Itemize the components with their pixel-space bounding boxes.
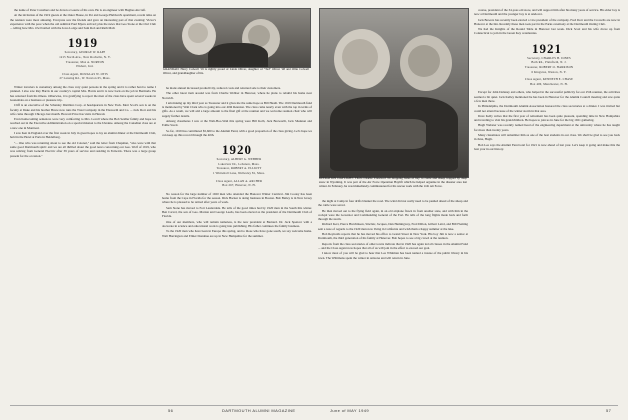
page-number-left: 56 [168, 408, 174, 413]
class-agent-address: Box 400, Manchester, N. H. [530, 81, 568, 86]
col4-body-1: In Philadelphia, the Dartmouth Alumni Association honored the class secretaries at a dinner. I was invited but could not attend because of the winter storm in that area. [474, 104, 620, 113]
col1-body-0: Winter travelers is customary among the class very quiet persons in the spring and it is rather hard to name I planned. I also saw Ray Harris in our country's capital Mrs. Harris and it is now back on the job in Bermuda. He has returned from his illness. Otherwise, it is gratifying to report the men of the class have spent several weeks in Guatemala on a business or pleasure trip. [10, 85, 156, 102]
column-4 [474, 8, 620, 400]
col2-body-top-1: The other latest item around was from Charlie Webber in Hanover, where he plans to rebuild his home near Norwich. [162, 91, 312, 100]
col3-body-0: the night at Camp in four drifts blanket the road. The wind did not really need to be pushed ahead of the sheep and the cattle were saved. [318, 199, 468, 208]
col1-body-3: I saw Ken in England over the first week in July in great hopes to lay an alumni dinner at the Dartmouth Club, held in the Hotel at Paris in Heidelberg. [10, 131, 156, 140]
class-agent-line: Class Agent, KENNETH E. CHASE [524, 77, 574, 82]
treasurer-address: Elkhart, Ind. [76, 64, 94, 69]
page-number-right: 57 [606, 408, 612, 413]
col4-body-3: Hugh Webster was recently named head of the engineering department at the university where he has taught for more than twenty years. [474, 123, 620, 132]
class-year-heading-1921: 1921 [532, 40, 562, 56]
col3-body-1: He then moved out to the flying field again, in an old airplane flown in from another state, and with him in the cockpit were the Governor and Commanding General of the Fort. He tells of the long flights made back and forth through the storm. [318, 208, 468, 222]
treasurer-line: Treasurer, ROBERT O. HARRISON [524, 64, 574, 69]
secretary-address: 1215 North Ave., New Rochelle, N. Y. [59, 55, 111, 60]
col4-body-top-2: We had the Knights of the Round Table in Hanover last week. Dick Scott and his wife drove up from Connecticut to join in the Green Key ceremonies. [474, 27, 620, 36]
column-3 [318, 199, 468, 400]
col4-body-0: Except for John Delaney and others, who helped in the successful publicity for our 25th reunion, the activities seemed a bit quiet. Jack Kelley mentioned he has been in Hanover for the Alumni Council meeting and saw quite a few men there. [474, 90, 620, 103]
grandad-photo-caption: GRANDAD: Harry Colwell '19 is rightly proud of Linda Oliver, daughter of "Ted" Oliver '48 and Ollie Colwell Oliver, and granddaughter of his. [163, 68, 309, 75]
col4-body-2: Dave Kelly writes that the first year of retirement has been quite pleasant, spending time in New Hampshire and traveling to visit his grandchildren. He hopes to join us in June for the big 1921 gathering. [474, 113, 620, 123]
grandad-photo [163, 8, 311, 68]
col2-body-top-2: I am making up my third year as Treasurer and it gives me the same hope as Bill Heath. The 1919 Dartmouth fund is mentioned by Walt Clark who is going into our 40th Reunion. The class came nearly even with the top in terms of gifts. As a result, we will add a large amount to the final gift at the reunion and we welcome reunion chair who will supply further details. [162, 100, 312, 118]
col4-body-top-0: course, president of the 34-year-old store, and will support him after his many years of service. His elder boy is now at Dartmouth and the younger boy is at Andover. [474, 8, 620, 17]
footer-rule [10, 405, 618, 406]
treasurer-line: Treasurer, Max A. NORTON [65, 59, 105, 64]
col1-body-4: "... One who was returning about to see the old Colonel," said the letter from Chapman, "also were with that same good Dartmouth spirit: and we are all thrilled about the good news concerning our Geo. Wolf of 1919, who was retiring from General Electric after 39 years of service and residing in Fenwick. There was a large group present for the occasion." [10, 140, 156, 158]
class-agent-line: Class Agent, ALLAN A. ARCHER [215, 178, 263, 183]
secretary-line: Secretary, CHARLES H. JONES [527, 55, 571, 60]
col3-body-4: Reports from the class secretaries of other towns indicate that in 1920 has again led all classes in the Alumni Fund ... and the Class Agent now hopes that all of us will join in the effort to exceed our goal. [318, 241, 468, 250]
issue-date: June of MAY 1949 [330, 408, 369, 413]
col1-intro-0: the name of Peter Carothers and be drawn a Gourte of his own. He is an engineer with Hughes Aircraft. [14, 8, 146, 12]
col3-body-3: Bob Reynolds reports that he has moved his office to Grand Street in New York. His boy Jim is now a senior at Dartmouth, the third generation of his family at Hanover. Bob hopes to see a big crowd at the reunion. [318, 232, 468, 241]
operation-haylift-photo [319, 8, 469, 178]
col4-body-5: Bob Lee says the Alumni Fund total for 1921 is now ahead of last year. Let's keep it going and make this the best year in our history. [474, 142, 620, 151]
secretary-address: Bath Rd., Plainfield, N. J. [531, 60, 567, 65]
col2-body-2: One of our members, who will remain nameless, is the new president at Barnard. Dr. Jack Spencer with a doctorate in science and educational work is going into publishing. His father continues the family business. [162, 219, 312, 228]
col3-body-5: I know most of you will be glad to hear that Lee Whitman has been named a trustee of the public library in his town. The Whitmans spent the winter in Arizona and will return in June. [318, 251, 468, 260]
col3-body-2: Richard Kerr, Pierce Hutchinson, Sinclair, Jacques, Dan Hemingway, Fred Dillon, Gilbert Laird, and Bill Fleming sent a note of regards to the 1920 men now living in California and wish them a happy summer at the lake. [318, 222, 468, 231]
col2-body-top-0: he made annual increased productivity, reduced costs and returned sale to their customers. [166, 86, 281, 90]
col4-body-top-1: Jack Bowers has recently been elected a vice president of the company. Fred Dorr and the Crowells are now in Hanover at the Inn. Recently these men took part in the Parks ceremony at the Dartmouth Outing Club. [474, 17, 620, 26]
operation-haylift-caption: OPERATION DAYLIGHT: That's Charlie Crawford '20 dropping bales of hay to cattle and sheep trapped by deep snow in Wyoming. It was part of the Air Force Operation Haylift which he helped organize in the disaster area last winter. In February, he was immediately commissioned for his rescue work with the 11th Air Force. [319, 177, 467, 188]
secretary-line: Secretary, ALBERT G. WEBBER [216, 157, 262, 162]
treasurer-line: Treasurer, ROBERT A. ELLIOTT [216, 166, 262, 171]
secretary-address: Lakeview Dr., Lebanon, Mass. [218, 161, 260, 166]
col1-body-1: Cliff is an executive of the Schenley Distillers Corp. at headquarters in New York. Mert Scott's son is on the faculty at Duke and his brother Bruce now runs the Trust Company in the Ensworth and Co. ... Jack Dorr and his wife came through Chicago last month. Howard Price has visits in Hawaii. [10, 103, 156, 116]
class-agent-line: Class Agent, DOUGLAS W. OTIS [62, 71, 108, 76]
col2-body-1: Sam Stone has moved to Fort Lauderdale. He tells of the good times had by 1920 men in the South this winter. Ben Carvel, the son of Geo. Marion and George Leeds, has been elected as the president of the Dartmouth Club of Florida. [162, 205, 312, 219]
class-year-heading-1919: 1919 [68, 35, 98, 51]
column-1 [10, 8, 156, 400]
treasurer-address: 6 Kingston, Weston, N. Y. [531, 69, 567, 74]
magazine-title: DARTMOUTH ALUMNI MAGAZINE [222, 408, 296, 413]
col2-body-top-4: So far, 1919 has contributed $5,600 to the Alumni Fund, with a good proportion of the class giving. Let's hope we can keep up this record through the 40th. [162, 128, 312, 137]
column-2 [162, 86, 312, 400]
class-agent-address: 27 Lansing Rd., W. Newton 65, Mass. [59, 76, 111, 81]
treasurer-address: 1 Whitehall Lane, Wellesley 81, Mass. [212, 171, 265, 176]
col2-body-3: To the 1920 men who have been in Europe this spring, and to those who have gone south, we say welcome home. Walt Harrington and Elmer Donahue are up in New Hampshire for the summer. [162, 229, 312, 238]
col4-body-4: Many classmates will remember him as one of the best students in our class. We shall be glad to see you back in June, Hugh. [474, 133, 620, 142]
col1-intro-1: At the invitation of the 1919 guests at the Outer House, in Pot and George Hubbard's apartment, recent talks on the reunion were most amusing. Everyone saw the friends and gave an interesting part of that evening: Victor's experience with the pace when the old Admiral Paul Myers arrived; plus the news that Geo Stone at the Owl Club ... telling how Mrs. Owl battled with the Iowa Lodge and Sam Rob and Ruth Mall. [10, 13, 156, 31]
col2-body-top-3: Among classmates I saw at the Wah-Hoo-Wah this spring were Bill Kolb, Jack Bosworth, Jack Shannon and Eddie Swett. [162, 119, 312, 128]
col1-body-2: Even homecoming sentences were very comforting to Mrs. Lovell where the Bob Seidler family and hope we reached out in the Executive Administration on a special mission to the Ukraine. Among the Canadian class are at a new one in Montreal. [10, 117, 156, 130]
class-year-heading-1920: 1920 [222, 142, 252, 158]
class-agent-address: Box 267, Hanover, N. H. [222, 183, 256, 188]
secretary-line: Secretary, GEORGE W. RAPP [64, 50, 106, 55]
col2-body-0: No reason for the large number of 1920 men who attended the Hanover Winter Carnival. Jim Cooley has been home from the Cape in Florida for the season. Dick Hacker is doing business in Boston. Bob Bailey is in New Jersey where he is pleased to be retired after years of work. [162, 191, 312, 205]
